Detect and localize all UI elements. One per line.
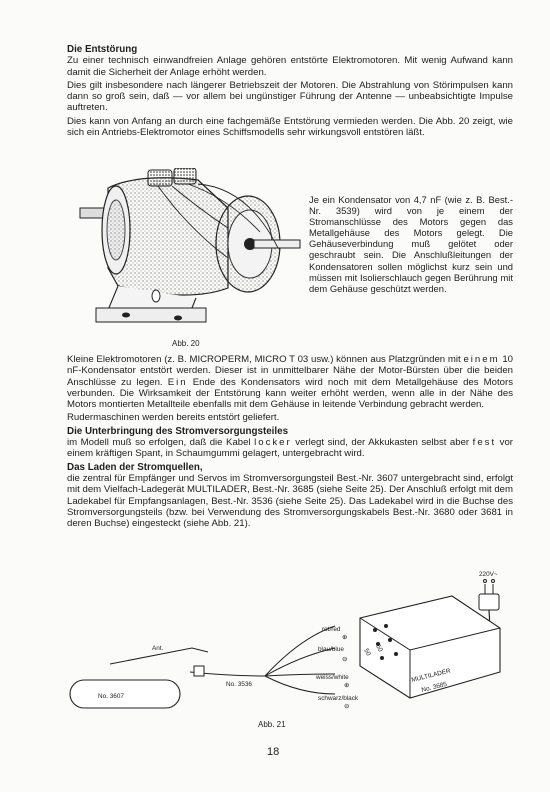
text-run: 10 nF-Kondensator entstört werden. Dieser ist in unmittelbarer Nähe der Motor-Bürsten über die beiden Anschlüsse zu legen.	[67, 354, 514, 388]
wire-label-blue: blau/blue	[318, 646, 344, 653]
charger-name: MULTILADER	[410, 667, 452, 684]
text-block-top	[67, 44, 513, 140]
heading-laden: Das Laden der Stromquellen,	[67, 461, 203, 473]
paragraph: Dies gilt insbesondere nach längerer Betriebszeit der Motoren. Die Abstrahlung von Störimpulsen kann dann so groß sein, daß — vor allem bei ungünstiger Führung der Antenne — unbeabsichtigte Impulse auftreten.	[67, 79, 513, 114]
text-run: vor einem kräftigen Spant, in Schaumgummi gelagert, untergebracht wird.	[67, 437, 513, 460]
battery-label: No. 3607	[98, 693, 124, 700]
wire-label-red: rot/red	[322, 626, 341, 633]
antenna-label: Ant.	[152, 645, 164, 652]
wire-label-white: weiss/white	[316, 674, 349, 681]
text-run: im Modell muß so erfolgen, daß die Kabel	[67, 437, 251, 449]
battery-pack	[70, 680, 180, 708]
minus-sign: ⊖	[344, 703, 350, 710]
paragraph: die zentral für Empfänger und Servos im Stromversorgungsteil Best.-Nr. 3607 untergebracht sind, erfolgt mit dem Vielfach-Ladegerät MULTILADER, Best.-Nr. 3685 (siehe Seite 25). Der Anschluß erfolgt mit dem Ladekabel für Empfangsanlagen, Best.-Nr. 3536 (siehe Seite 25). Das Ladekabel wird in die Buchse des Stromversorgungsteils (bzw. bei Verwendung des Stromversorgungskabels Best.-Nr. 3680 oder 3681 in deren Buchse) eingesteckt (siehe Abb. 21).	[67, 472, 513, 530]
figure-caption: Abb. 20	[172, 339, 200, 348]
spaced-word: einem	[463, 354, 500, 365]
text-run: verlegt sind, der Akkukasten selbst aber	[295, 437, 470, 449]
charger-number: No. 3685	[420, 680, 448, 694]
wire-label-black: schwarz/black	[318, 695, 359, 702]
svg-text:50: 50	[362, 647, 372, 658]
plug-icon	[479, 594, 499, 610]
text-run: Ende des Kondensators wird noch mit dem Metallgehäuse des Motors verbunden. Die Wirksamkeit der Entstörung kann weiter erhöht werden, wenn alle in der Nähe des Motors montierten Metallteile ebenfalls mit dem Gehäuse in leitende Verbindung gebracht werden.	[67, 376, 514, 411]
motor-illustration	[78, 168, 302, 338]
paragraph: Zu einer technisch einwandfreien Anlage gehören entstörte Elektromotoren. Mit wenig Aufwand kann damit die Sicherheit der Anlage erhöht werden.	[67, 55, 513, 78]
spaced-word: fest	[472, 437, 497, 449]
charging-diagram	[60, 568, 520, 718]
paragraph	[67, 354, 513, 410]
paragraph: Dies kann von Anfang an durch eine fachgemäße Entstörung vermieden werden. Die Abb. 20 zeigt, wie sich ein Antriebs-Elektromotor eines Schiffsmodells sehr wirkungsvoll entstören läßt.	[67, 115, 513, 139]
text-run: Kleine Elektromotoren (z. B. MICROPERM, MICRO T 03 usw.) können aus Platzgründen mit	[67, 354, 461, 365]
heading-unterbringung: Die Unterbringung des Stromversorgungsteiles	[67, 425, 289, 437]
plus-sign: ⊕	[342, 634, 348, 641]
spaced-word: locker	[254, 437, 292, 449]
heading-entstoerung: Die Entstörung	[67, 44, 138, 55]
plus-sign: ⊕	[344, 682, 350, 689]
figure-caption: Abb. 21	[258, 720, 286, 729]
voltage-label: 220V~	[479, 571, 498, 578]
spaced-word: Ein	[167, 376, 188, 388]
text-block-lower	[67, 354, 513, 531]
cable-label: No. 3536	[226, 681, 252, 688]
page-number: 18	[267, 746, 280, 758]
svg-text:50: 50	[374, 643, 384, 654]
figure-side-text: Je ein Kondensator von 4,7 nF (wie z. B. Best.-Nr. 3539) wird von je einem der Stromanschlüsse des Motors gegen das Metallgehäuse des Motors gelegt. Die Gehäuseverbindung muß gelötet oder geschraubt sein. Die Anschlußleitungen der Kondensatoren sollen möglichst kurz sein und müssen mit Isolierschlauch gegen Berührung mit dem Gehäuse geschützt werden.	[309, 194, 513, 294]
paragraph: Rudermaschinen werden bereits entstört geliefert.	[67, 412, 280, 424]
paragraph	[67, 437, 513, 460]
minus-sign: ⊖	[342, 656, 348, 663]
